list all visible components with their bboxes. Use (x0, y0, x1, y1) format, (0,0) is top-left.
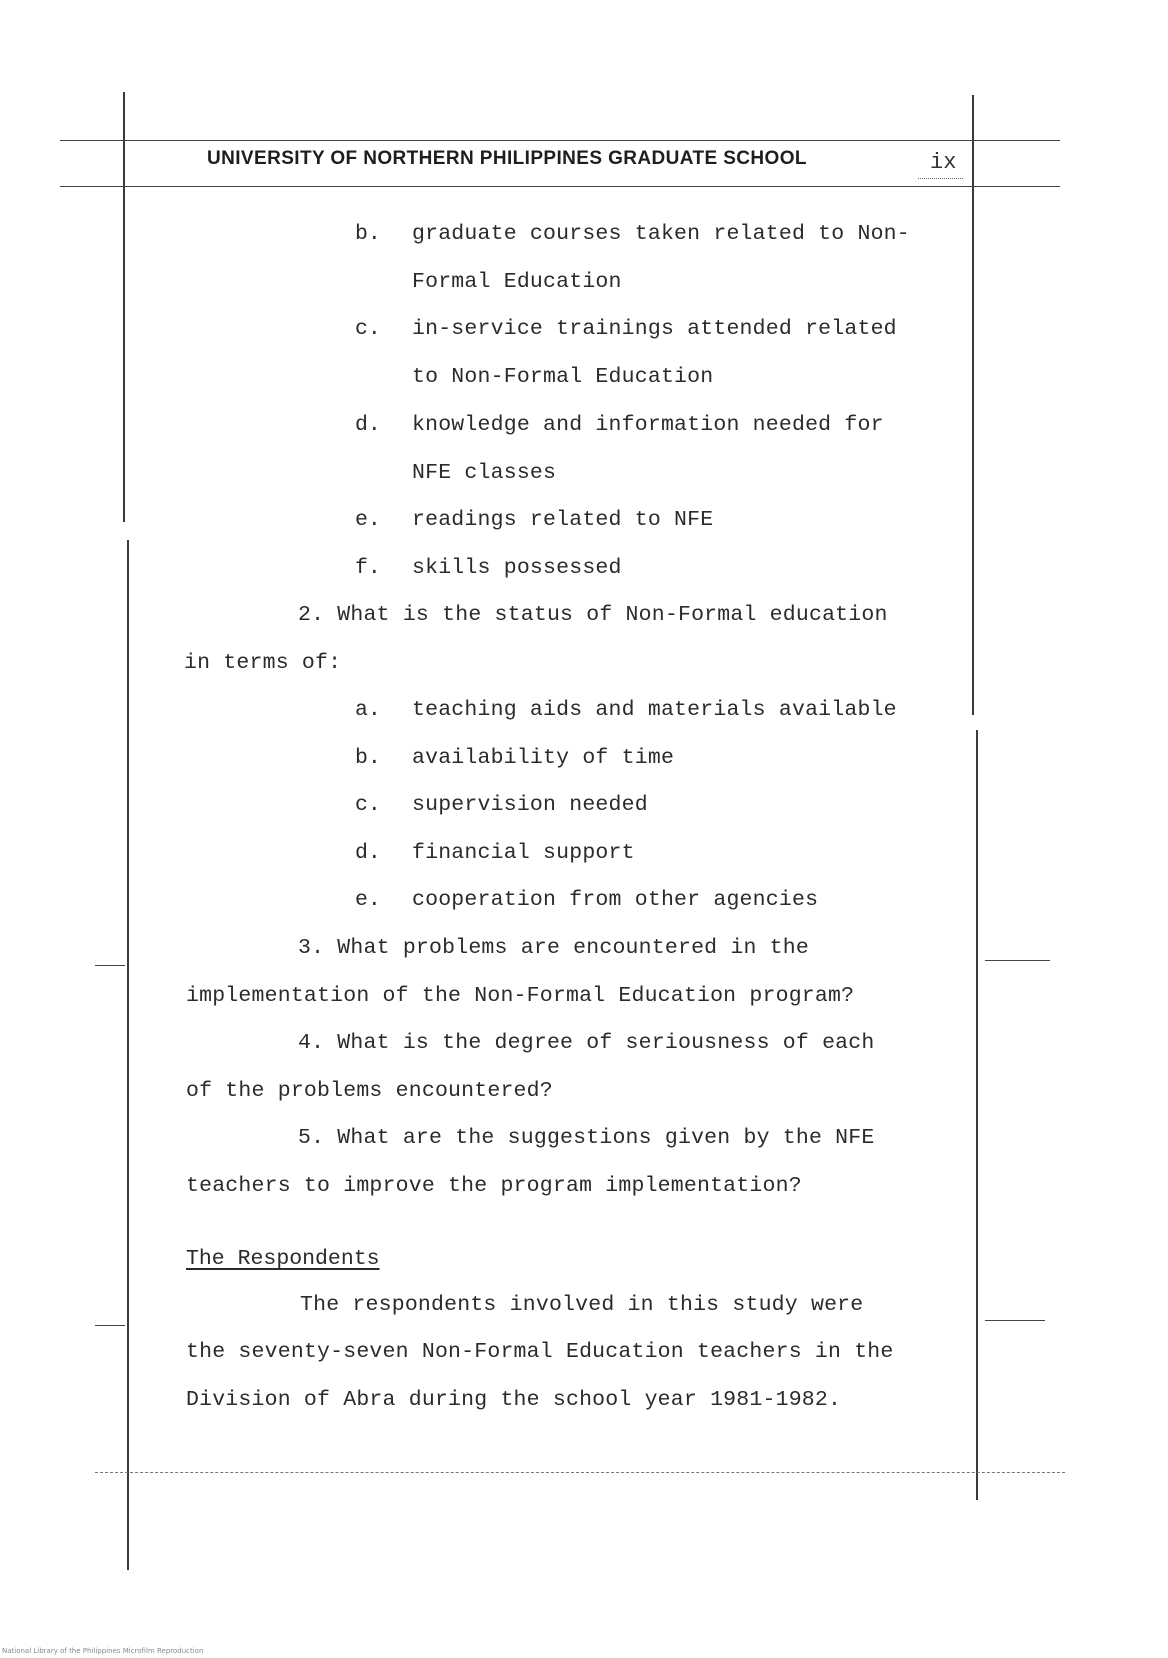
header-bottom-rule (60, 186, 1060, 187)
list-marker: b. (355, 222, 381, 246)
list-marker: a. (355, 698, 381, 722)
list-item-text: supervision needed (412, 793, 648, 817)
margin-tick (985, 1320, 1045, 1321)
list-marker: f. (355, 556, 381, 580)
list-marker: c. (355, 317, 381, 341)
list-item-text: Formal Education (412, 270, 622, 294)
left-frame-line (123, 92, 125, 522)
question-3-continued: implementation of the Non-Formal Education program? (186, 984, 855, 1008)
list-marker: c. (355, 793, 381, 817)
question-4-continued: of the problems encountered? (186, 1079, 553, 1103)
list-item-text: to Non-Formal Education (412, 365, 714, 389)
left-frame-line-lower (127, 540, 129, 1570)
page-number: ix (930, 150, 957, 175)
question-5-continued: teachers to improve the program implementation? (186, 1174, 802, 1198)
paragraph-line: Division of Abra during the school year 1981-1982. (186, 1388, 842, 1412)
list-item-text: financial support (412, 841, 635, 865)
margin-tick (95, 1325, 125, 1326)
list-item-text: skills possessed (412, 556, 622, 580)
list-marker: e. (355, 508, 381, 532)
list-marker: b. (355, 746, 381, 770)
list-item-text: cooperation from other agencies (412, 888, 819, 912)
page-header: UNIVERSITY OF NORTHERN PHILIPPINES GRADUATE SCHOOL (207, 148, 807, 169)
list-item-text: graduate courses taken related to Non- (412, 222, 910, 246)
footer-rule (95, 1472, 1065, 1473)
list-marker: e. (355, 888, 381, 912)
list-item-text: availability of time (412, 746, 675, 770)
margin-tick (985, 960, 1050, 961)
question-2-continued: in terms of: (184, 651, 342, 675)
question-3: 3. What problems are encountered in the (298, 936, 809, 960)
list-item-text: NFE classes (412, 461, 557, 485)
list-item-text: teaching aids and materials available (412, 698, 897, 722)
question-5: 5. What are the suggestions given by the NFE (298, 1126, 875, 1150)
list-item-text: readings related to NFE (412, 508, 714, 532)
microfilm-note: National Library of the Philippines Microfilm Reproduction (2, 1647, 204, 1655)
question-4: 4. What is the degree of seriousness of each (298, 1031, 875, 1055)
list-item-text: in-service trainings attended related (412, 317, 897, 341)
paragraph-line: the seventy-seven Non-Formal Education teachers in the (186, 1340, 894, 1364)
header-top-rule (60, 140, 1060, 141)
paragraph-line: The respondents involved in this study were (300, 1293, 864, 1317)
list-marker: d. (355, 841, 381, 865)
list-item-text: knowledge and information needed for (412, 413, 884, 437)
section-heading: The Respondents (186, 1247, 380, 1271)
right-frame-line (972, 95, 974, 715)
question-2: 2. What is the status of Non-Formal education (298, 603, 888, 627)
page-number-underline (918, 178, 963, 179)
list-marker: d. (355, 413, 381, 437)
right-frame-line-lower (976, 730, 978, 1500)
margin-tick (95, 965, 125, 966)
